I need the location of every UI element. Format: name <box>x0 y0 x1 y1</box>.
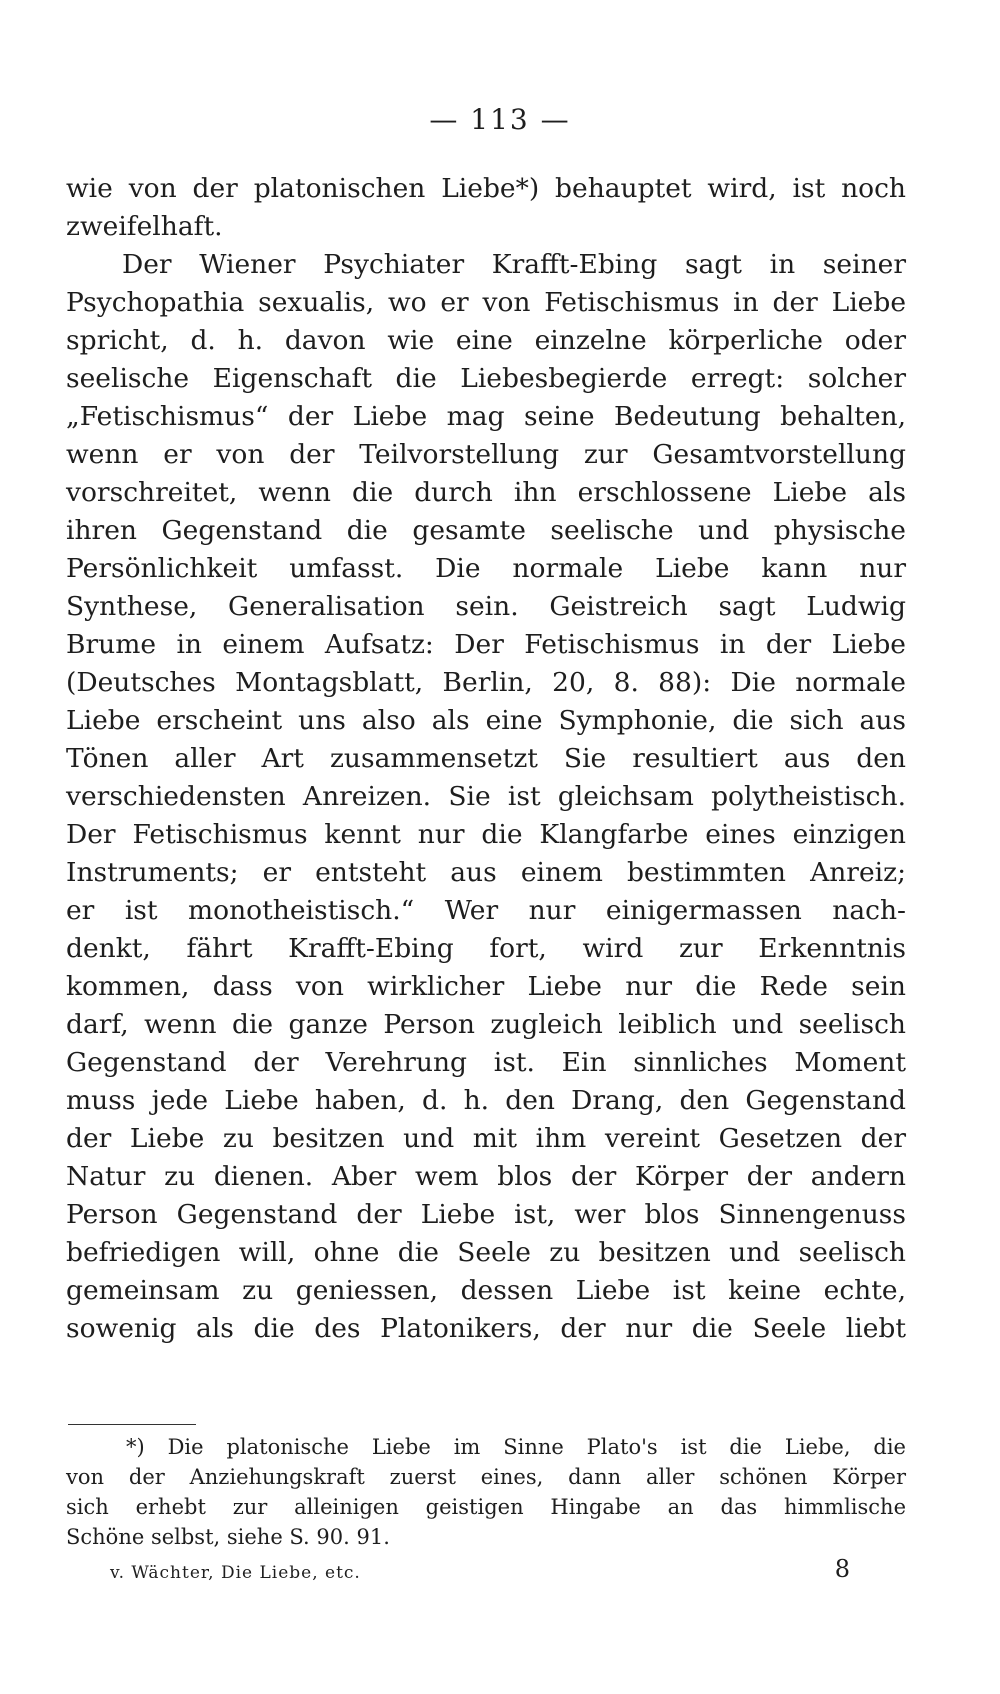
footnote-line: *) Die platonische Liebe im Sinne Plato's ist die Liebe, die <box>126 1435 906 1459</box>
footnote-line: von der Anziehungskraft zuerst eines, dann aller schönen Körper <box>66 1465 906 1489</box>
text-line: ihren Gegenstand die gesamte seelische und physische <box>66 515 906 546</box>
text-line: wenn er von der Teilvorstellung zur Gesamtvorstellung <box>66 439 906 470</box>
text-line: muss jede Liebe haben, d. h. den Drang, den Gegenstand <box>66 1085 906 1116</box>
text-line: verschiedensten Anreizen. Sie ist gleichsam polytheistisch. <box>66 781 906 812</box>
text-line: spricht, d. h. davon wie eine einzelne körperliche oder <box>66 325 906 356</box>
text-line: Brume in einem Aufsatz: Der Fetischismus in der Liebe <box>66 629 906 660</box>
text-line: Tönen aller Art zusammensetzt Sie resultiert aus den <box>66 743 906 774</box>
text-line: vorschreitet, wenn die durch ihn erschlossene Liebe als <box>66 477 906 508</box>
text-line: „Fetischismus“ der Liebe mag seine Bedeutung behalten, <box>66 401 906 432</box>
text-line: zweifelhaft. <box>66 211 223 242</box>
book-signature: v. Wächter, Die Liebe, etc. <box>110 1563 361 1583</box>
text-line: (Deutsches Montagsblatt, Berlin, 20, 8. 88): Die normale <box>66 667 906 698</box>
text-line: Person Gegenstand der Liebe ist, wer blos Sinnengenuss <box>66 1199 906 1230</box>
body-text <box>66 170 906 1348</box>
text-line: Der Fetischismus kennt nur die Klangfarbe eines einzigen <box>66 819 906 850</box>
sheet-number: 8 <box>834 1555 850 1583</box>
text-line: Der Wiener Psychiater Krafft-Ebing sagt in seiner <box>122 249 906 280</box>
text-line: der Liebe zu besitzen und mit ihm vereint Gesetzen der <box>66 1123 906 1154</box>
text-line: Natur zu dienen. Aber wem blos der Körper der andern <box>66 1161 906 1192</box>
text-line: sowenig als die des Platonikers, der nur die Seele liebt <box>66 1313 906 1344</box>
text-line: Instruments; er entsteht aus einem bestimmten Anreiz; <box>66 857 906 888</box>
footnote-divider <box>68 1424 196 1425</box>
text-line: Gegenstand der Verehrung ist. Ein sinnliches Moment <box>66 1047 906 1078</box>
text-line: Persönlichkeit umfasst. Die normale Liebe kann nur <box>66 553 906 584</box>
text-line: denkt, fährt Krafft-Ebing fort, wird zur Erkenntnis <box>66 933 906 964</box>
text-line: gemeinsam zu geniessen, dessen Liebe ist keine echte, <box>66 1275 906 1306</box>
footnote-line: sich erhebt zur alleinigen geistigen Hingabe an das himmlische <box>66 1495 906 1519</box>
signature-line <box>110 1555 850 1586</box>
footnote-line: Schöne selbst, siehe S. 90. 91. <box>66 1525 390 1549</box>
footnotes <box>66 1432 906 1552</box>
text-line: befriedigen will, ohne die Seele zu besitzen und seelisch <box>66 1237 906 1268</box>
text-line: wie von der platonischen Liebe*) behauptet wird, ist noch <box>66 173 906 204</box>
text-line: darf, wenn die ganze Person zugleich leiblich und seelisch <box>66 1009 906 1040</box>
text-line: kommen, dass von wirklicher Liebe nur die Rede sein <box>66 971 906 1002</box>
text-line: Synthese, Generalisation sein. Geistreich sagt Ludwig <box>66 591 906 622</box>
page-number: — 113 — <box>429 103 571 136</box>
text-line: Psychopathia sexualis, wo er von Fetischismus in der Liebe <box>66 287 906 318</box>
text-line: er ist monotheistisch.“ Wer nur einigermassen nach- <box>66 895 906 926</box>
text-line: Liebe erscheint uns also als eine Symphonie, die sich aus <box>66 705 906 736</box>
text-line: seelische Eigenschaft die Liebesbegierde erregt: solcher <box>66 363 906 394</box>
